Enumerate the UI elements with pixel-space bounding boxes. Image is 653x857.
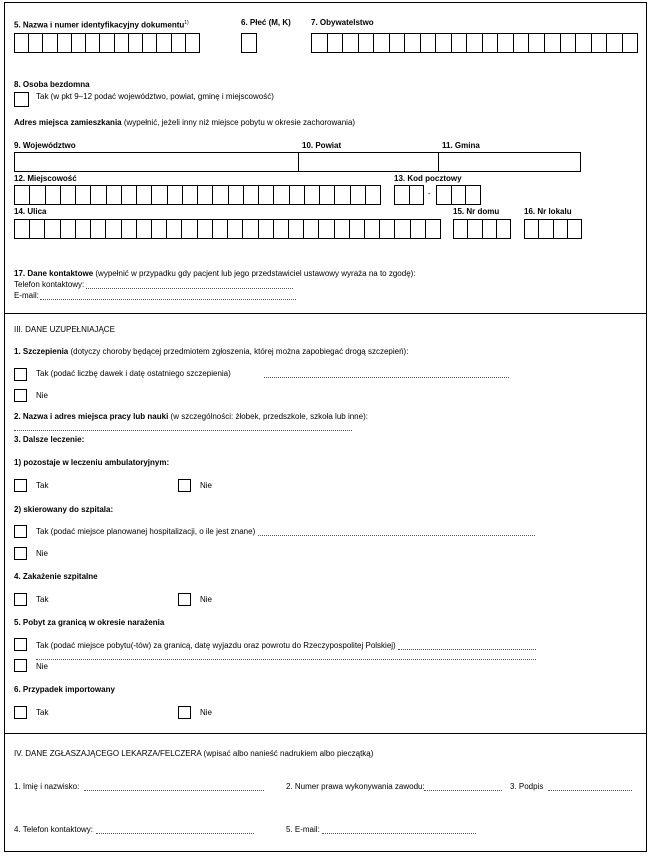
char-cell [394, 220, 409, 238]
char-cell [15, 186, 29, 204]
field-8-label: 8. Osoba bezdomna [14, 80, 90, 89]
char-cell [243, 186, 258, 204]
abroad-no-checkbox[interactable] [14, 659, 27, 672]
imported-case-no-label: Nie [200, 708, 213, 717]
license-number-line[interactable] [424, 790, 502, 791]
char-cell [121, 186, 136, 204]
char-cell [525, 220, 538, 238]
char-cell [15, 220, 29, 238]
char-cell [212, 220, 227, 238]
char-cell [258, 186, 273, 204]
char-cell [395, 186, 409, 204]
char-cell [435, 34, 451, 52]
contact-phone-label: Telefon kontaktowy: [14, 280, 85, 289]
doctor-phone-line[interactable] [96, 833, 254, 834]
char-cell [349, 220, 364, 238]
char-cell [467, 220, 481, 238]
field-13-label: 13. Kod pocztowy [394, 174, 462, 183]
char-cell [560, 34, 576, 52]
char-cell [167, 186, 182, 204]
char-cell [420, 34, 436, 52]
char-cell [242, 220, 257, 238]
char-cell [227, 220, 242, 238]
hospital-referral-label: 2) skierowany do szpitala: [14, 505, 114, 514]
field-10-label: 10. Powiat [302, 141, 342, 150]
contact-phone-line[interactable] [86, 288, 293, 289]
char-cell [334, 220, 349, 238]
hospital-referral-yes-checkbox[interactable] [14, 525, 27, 538]
abroad-no-label: Nie [36, 662, 49, 671]
char-cell [128, 34, 142, 52]
char-cell [90, 186, 105, 204]
char-cell [538, 220, 552, 238]
char-cell [15, 34, 28, 52]
postal-dash: - [428, 189, 431, 198]
field-7-label: 7. Obywatelstwo [311, 18, 374, 27]
homeless-yes-label: Tak (w pkt 9–12 podać województwo, powiat, gminę i miejscowość) [36, 92, 274, 101]
char-cell [451, 34, 467, 52]
imported-case-yes-checkbox[interactable] [14, 706, 27, 719]
char-cell [466, 34, 482, 52]
field-15-label: 15. Nr domu [453, 207, 500, 216]
char-cell [212, 186, 227, 204]
char-cell [591, 34, 607, 52]
commune-input[interactable] [438, 152, 581, 172]
field-17-label: 17. Dane kontaktowe (wypełnić w przypadku gdy pacjent lub jego przedstawiciel ustawowy wyraża na to zgodę): [14, 269, 416, 278]
homeless-checkbox[interactable] [14, 92, 29, 107]
doctor-name-label: 1. Imię i nazwisko: [14, 782, 80, 791]
char-cell [373, 34, 389, 52]
voivodeship-input[interactable] [14, 152, 299, 172]
vaccination-details-line[interactable] [264, 377, 509, 378]
char-cell [409, 186, 424, 204]
char-cell [114, 34, 128, 52]
char-cell [544, 34, 560, 52]
workplace-label: 2. Nazwa i adres miejsca pracy lub nauki (w szczególności: żłobek, przedszkole, szkoła lub inne): [14, 412, 368, 421]
doctor-email-label: 5. E-mail: [286, 825, 320, 834]
field-11-label: 11. Gmina [442, 141, 480, 150]
license-number-label: 2. Numer prawa wykonywania zawodu: [286, 782, 425, 791]
char-cell [60, 220, 75, 238]
char-cell [242, 34, 256, 52]
char-cell [99, 34, 113, 52]
char-cell [90, 220, 105, 238]
char-cell [197, 186, 212, 204]
abroad-details-line-2[interactable] [36, 659, 536, 660]
hospital-infection-yes-label: Tak [36, 595, 49, 604]
field-5-label: 5. Nazwa i numer identyfikacyjny dokumentu$^{1)}$ [14, 20, 189, 30]
section-4-title: IV. DANE ZGŁASZAJĄCEGO LEKARZA/FELCZERA (wpisać albo nanieść nadrukiem albo pieczątką) [14, 749, 374, 758]
char-cell [45, 186, 60, 204]
hospital-referral-details-line[interactable] [258, 535, 535, 536]
char-cell [75, 220, 90, 238]
char-cell [151, 186, 166, 204]
field-12-label: 12. Miejscowość [14, 174, 77, 183]
char-cell [496, 220, 510, 238]
signature-label: 3. Podpis [510, 782, 544, 791]
char-cell [85, 34, 99, 52]
char-cell [60, 186, 75, 204]
char-cell [342, 34, 358, 52]
char-cell [379, 220, 394, 238]
abroad-yes-checkbox[interactable] [14, 638, 27, 651]
char-cell [71, 34, 85, 52]
abroad-yes-label: Tak (podać miejsce pobytu(-tów) za granicą, datę wyjazdu oraz powrotu do Rzeczypospolitej Polskiej) [36, 641, 396, 650]
char-cell [437, 186, 451, 204]
doctor-phone-label: 4. Telefon kontaktowy: [14, 825, 94, 834]
char-cell [513, 34, 529, 52]
char-cell [182, 186, 197, 204]
char-cell [258, 220, 273, 238]
hospital-referral-yes-label: Tak (podać miejsce planowanej hospitalizacji, o ile jest znane) [36, 527, 256, 536]
contact-email-line[interactable] [40, 299, 296, 300]
abroad-label: 5. Pobyt za granicą w okresie narażenia [14, 618, 165, 627]
outpatient-yes-label: Tak [36, 481, 49, 490]
house-number-input[interactable] [453, 219, 511, 239]
vaccination-yes-checkbox[interactable] [14, 368, 27, 381]
char-cell [42, 34, 56, 52]
char-cell [482, 220, 496, 238]
char-cell [575, 34, 591, 52]
char-cell [482, 34, 498, 52]
char-cell [497, 34, 513, 52]
contact-email-label: E-mail: [14, 291, 39, 300]
char-cell [364, 220, 379, 238]
postal-code-part1-input[interactable] [394, 185, 424, 205]
sex-input[interactable] [241, 33, 257, 53]
char-cell [334, 186, 349, 204]
char-cell [151, 220, 166, 238]
char-cell [289, 186, 304, 204]
outpatient-no-label: Nie [200, 481, 213, 490]
char-cell [142, 34, 156, 52]
hospital-infection-no-label: Nie [200, 595, 213, 604]
section-divider-3 [4, 313, 647, 314]
outpatient-yes-checkbox[interactable] [14, 479, 27, 492]
char-cell [171, 34, 185, 52]
char-cell [606, 34, 622, 52]
form-frame [4, 2, 647, 852]
outpatient-no-checkbox[interactable] [178, 479, 191, 492]
document-id-input[interactable] [14, 33, 200, 53]
char-cell [185, 34, 199, 52]
hospital-infection-yes-checkbox[interactable] [14, 593, 27, 606]
char-cell [166, 220, 181, 238]
further-treatment-label: 3. Dalsze leczenie: [14, 435, 85, 444]
abroad-details-line-1[interactable] [398, 649, 536, 650]
char-cell [136, 220, 151, 238]
field-14-label: 14. Ulica [14, 207, 47, 216]
citizenship-input[interactable] [311, 33, 638, 53]
char-cell [57, 34, 71, 52]
char-cell [106, 186, 121, 204]
field-6-label: 6. Płeć (M, K) [241, 18, 291, 27]
apartment-number-input[interactable] [524, 219, 582, 239]
char-cell [410, 220, 425, 238]
char-cell [304, 186, 319, 204]
postal-code-part2-input[interactable] [436, 185, 481, 205]
char-cell [273, 220, 288, 238]
address-heading: Adres miejsca zamieszkania (wypełnić, jeżeli inny niż miejsce pobytu w okresie zachorowania) [14, 118, 356, 127]
char-cell [44, 220, 59, 238]
imported-case-yes-label: Tak [36, 708, 49, 717]
char-cell [318, 220, 333, 238]
outpatient-label: 1) pozostaje w leczeniu ambulatoryjnym: [14, 458, 170, 467]
char-cell [327, 34, 343, 52]
imported-case-label: 6. Przypadek importowany [14, 685, 115, 694]
hospital-infection-no-checkbox[interactable] [178, 593, 191, 606]
char-cell [451, 186, 466, 204]
section-3-title: III. DANE UZUPEŁNIAJĄCE [14, 325, 115, 334]
char-cell [288, 220, 303, 238]
county-input[interactable] [298, 152, 439, 172]
char-cell [303, 220, 318, 238]
hospital-infection-label: 4. Zakażenie szpitalne [14, 572, 98, 581]
char-cell [105, 220, 120, 238]
vaccination-no-label: Nie [36, 391, 49, 400]
char-cell [75, 186, 90, 204]
char-cell [622, 34, 638, 52]
vaccination-label: 1. Szczepienia (dotyczy choroby będącej przedmiotem zgłoszenia, której można zapobiegać drogą szczepień): [14, 347, 409, 356]
char-cell [121, 220, 136, 238]
char-cell [136, 186, 151, 204]
char-cell [273, 186, 288, 204]
hospital-referral-no-checkbox[interactable] [14, 547, 27, 560]
char-cell [465, 186, 480, 204]
char-cell [28, 34, 42, 52]
city-input[interactable] [14, 185, 381, 205]
char-cell [567, 220, 581, 238]
char-cell [312, 34, 327, 52]
char-cell [181, 220, 196, 238]
char-cell [156, 34, 170, 52]
char-cell [528, 34, 544, 52]
char-cell [319, 186, 334, 204]
street-input[interactable] [14, 219, 441, 239]
section-divider-4 [4, 733, 647, 734]
field-9-label: 9. Województwo [14, 141, 76, 150]
char-cell [389, 34, 405, 52]
char-cell [29, 186, 44, 204]
workplace-line[interactable] [14, 430, 352, 431]
vaccination-yes-label: Tak (podać liczbę dawek i datę ostatniego szczepienia) [36, 369, 231, 378]
vaccination-no-checkbox[interactable] [14, 389, 27, 402]
char-cell [365, 186, 380, 204]
hospital-referral-no-label: Nie [36, 549, 49, 558]
char-cell [358, 34, 374, 52]
char-cell [454, 220, 467, 238]
doctor-name-line[interactable] [84, 790, 264, 791]
char-cell [404, 34, 420, 52]
field-16-label: 16. Nr lokalu [524, 207, 572, 216]
char-cell [425, 220, 440, 238]
char-cell [197, 220, 212, 238]
char-cell [553, 220, 567, 238]
char-cell [29, 220, 44, 238]
doctor-email-line[interactable] [322, 833, 476, 834]
imported-case-no-checkbox[interactable] [178, 706, 191, 719]
char-cell [350, 186, 365, 204]
signature-line[interactable] [548, 790, 632, 791]
char-cell [228, 186, 243, 204]
